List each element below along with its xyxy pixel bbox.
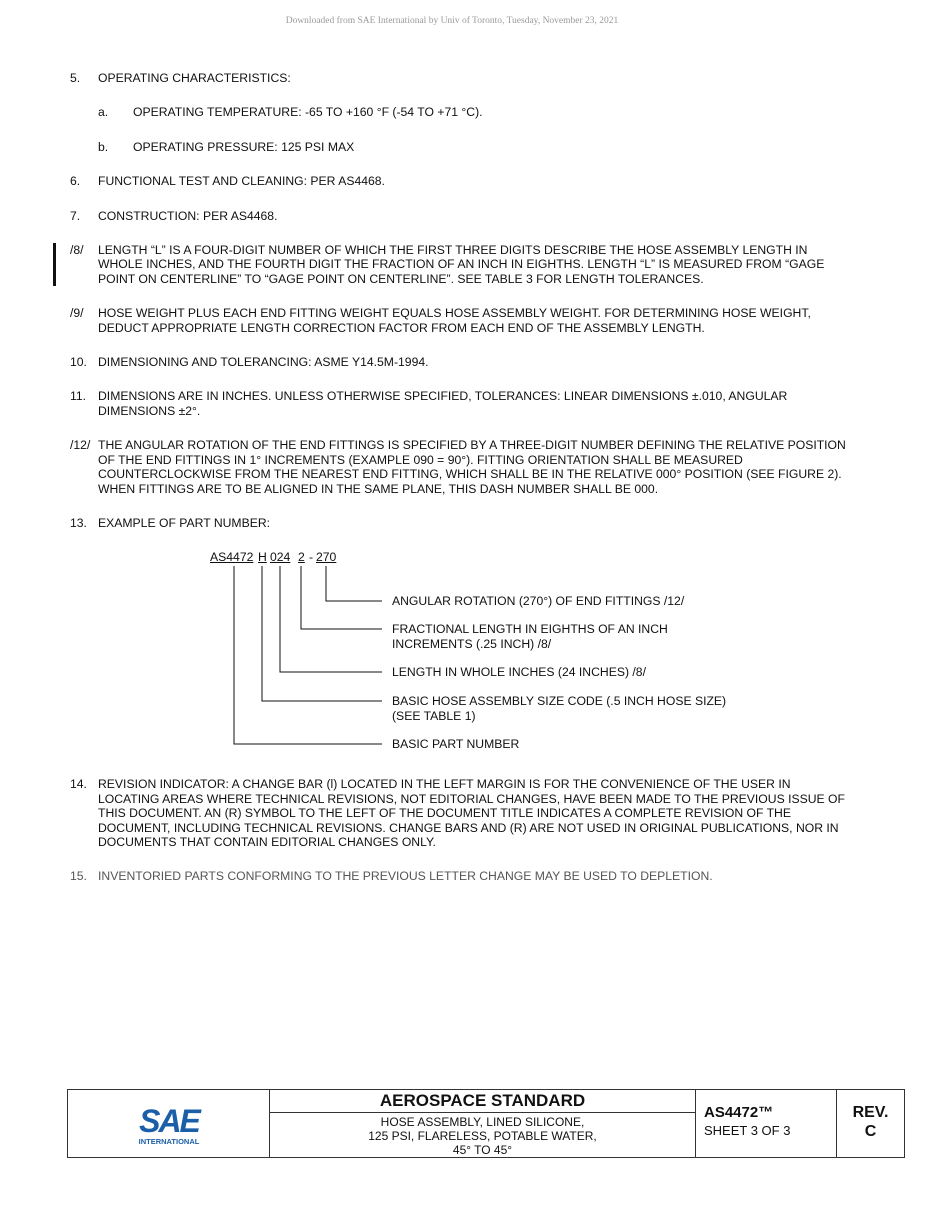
- pn-label-rotation: ANGULAR ROTATION (270°) OF END FITTINGS /12/: [392, 594, 685, 609]
- change-bar: [53, 243, 56, 286]
- item-14: [70, 777, 870, 849]
- item-number: 7.: [70, 208, 81, 223]
- sae-logo-cell: [68, 1090, 270, 1157]
- doc-number: AS4472™: [704, 1104, 774, 1121]
- item-text: INVENTORIED PARTS CONFORMING TO THE PREVIOUS LETTER CHANGE MAY BE USED TO DEPLETION.: [98, 869, 713, 884]
- pn-size: H: [258, 550, 267, 565]
- pn-label-length: LENGTH IN WHOLE INCHES (24 INCHES) /8/: [392, 665, 646, 680]
- item-number: 5.: [70, 71, 81, 85]
- leader-fraction: [301, 566, 382, 629]
- part-number-diagram: [70, 550, 870, 770]
- item-text: REVISION INDICATOR: A CHANGE BAR (l) LOCATED IN THE LEFT MARGIN IS FOR THE CONVENIENCE OF THE USER IN LOCATING AREAS WHERE TECHNICAL REVISIONS, NOT EDITORIAL CHANGES, HAVE BEEN MADE TO THE PREVIOUS ISSUE OF THIS DOCUMENT. AN (R) SYMBOL TO THE LEFT OF THE DOCUMENT TITLE INDICATES A COMPLETE REVISION OF THE DOCUMENT, INCLUDING TECHNICAL REVISIONS. CHANGE BARS AND (R) ARE NOT USED IN ORIGINAL PUBLICATIONS, NOR IN DOCUMENTS THAT CONTAIN EDITORIAL CHANGES ONLY.: [98, 777, 845, 849]
- sae-logo-text: SAE: [138, 1102, 199, 1139]
- item-number: 13.: [70, 515, 87, 530]
- item-number: 6.: [70, 174, 81, 189]
- item-number: 14.: [70, 777, 87, 792]
- item-10: [70, 355, 870, 369]
- pn-label-size: BASIC HOSE ASSEMBLY SIZE CODE (.5 INCH HOSE SIZE) (SEE TABLE 1): [392, 694, 727, 723]
- leader-basic: [234, 566, 382, 744]
- item-number: /8/: [70, 243, 84, 258]
- sae-logo: [129, 1100, 209, 1148]
- leader-rotation: [326, 566, 382, 601]
- item-text: OPERATING PRESSURE: 125 PSI MAX: [133, 139, 355, 154]
- pn-label-fraction: FRACTIONAL LENGTH IN EIGHTHS OF AN INCH INCREMENTS (.25 INCH) /8/: [392, 622, 668, 651]
- item-number: /12/: [70, 438, 91, 453]
- item-text: LENGTH “L” IS A FOUR-DIGIT NUMBER OF WHICH THE FIRST THREE DIGITS DESCRIBE THE HOSE ASSEMBLY LENGTH IN WHOLE INCHES, AND THE FOURTH DIGIT THE FRACTION OF AN INCH IN EIGHTHS. LENGTH “L” IS MEASURED FROM “GAGE POINT ON CENTERLINE” TO “GAGE POINT ON CENTERLINE”. SEE TABLE 3 FOR LENGTH TOLERANCES.: [98, 243, 825, 286]
- standard-heading: AEROSPACE STANDARD: [270, 1090, 695, 1113]
- item-6: [70, 174, 870, 188]
- item-text: OPERATING CHARACTERISTICS:: [98, 71, 291, 85]
- pn-fraction: 2: [298, 550, 305, 565]
- revision: REV. C: [852, 1104, 889, 1140]
- pn-rotation: 270: [316, 550, 337, 565]
- item-9: [70, 306, 870, 335]
- item-text: EXAMPLE OF PART NUMBER:: [98, 515, 271, 530]
- item-text: FUNCTIONAL TEST AND CLEANING: PER AS4468.: [98, 174, 385, 189]
- item-number: 15.: [70, 869, 87, 884]
- item-11: [70, 389, 870, 418]
- item-text: HOSE WEIGHT PLUS EACH END FITTING WEIGHT EQUALS HOSE ASSEMBLY WEIGHT. FOR DETERMINING HOSE WEIGHT, DEDUCT APPROPRIATE LENGTH CORRECTION FACTOR FROM EACH END OF THE ASSEMBLY LENGTH.: [98, 306, 811, 335]
- document-body: [70, 71, 870, 904]
- item-13: [70, 516, 870, 530]
- item-text: OPERATING TEMPERATURE: -65 TO +160 °F (-54 TO +71 °C).: [133, 105, 483, 120]
- item-8: [70, 243, 870, 286]
- doc-number-cell: [696, 1090, 837, 1157]
- item-text: CONSTRUCTION: PER AS4468.: [98, 208, 278, 223]
- pn-label-basic: BASIC PART NUMBER: [392, 737, 520, 752]
- title-block: [67, 1089, 905, 1158]
- item-5: [70, 71, 870, 85]
- item-text: DIMENSIONING AND TOLERANCING: ASME Y14.5M-1994.: [98, 355, 429, 370]
- item-text: DIMENSIONS ARE IN INCHES. UNLESS OTHERWISE SPECIFIED, TOLERANCES: LINEAR DIMENSIONS ±.010, ANGULAR DIMENSIONS ±2°.: [98, 389, 788, 418]
- document-title: HOSE ASSEMBLY, LINED SILICONE, 125 PSI, FLARELESS, POTABLE WATER, 45° TO 45°: [368, 1115, 597, 1157]
- item-7: [70, 209, 870, 223]
- pn-separator: -: [309, 550, 314, 565]
- item-5b: [98, 140, 870, 154]
- item-12: [70, 438, 870, 496]
- sheet-number: SHEET 3 OF 3: [704, 1123, 791, 1138]
- item-number: a.: [98, 105, 109, 120]
- item-number: 11.: [70, 389, 87, 404]
- item-text: THE ANGULAR ROTATION OF THE END FITTINGS IS SPECIFIED BY A THREE-DIGIT NUMBER DEFINING THE RELATIVE POSITION OF THE END FITTINGS IN 1° INCREMENTS (EXAMPLE 090 = 90°). FITTING ORIENTATION SHALL BE MEASURED COUNTERCLOCKWISE FROM THE NEAREST END FITTING, WHICH SHALL BE IN THE RELATIVE 000° POSITION (SEE FIGURE 2). WHEN FITTINGS ARE TO BE ALIGNED IN THE SAME PLANE, THIS DASH NUMBER SHALL BE 000.: [98, 438, 846, 496]
- download-note: Downloaded from SAE International by Univ of Toronto, Tuesday, November 23, 2021: [285, 16, 619, 26]
- pn-basic: AS4472: [210, 550, 254, 565]
- pn-length: 024: [270, 550, 291, 565]
- item-number: b.: [98, 139, 109, 154]
- item-5a: [98, 105, 870, 119]
- leader-length: [280, 566, 382, 672]
- item-number: /9/: [70, 306, 84, 321]
- item-15: [70, 869, 870, 883]
- item-number: 10.: [70, 355, 87, 370]
- sae-logo-subtext: INTERNATIONAL: [138, 1136, 199, 1146]
- title-cell: [270, 1090, 696, 1157]
